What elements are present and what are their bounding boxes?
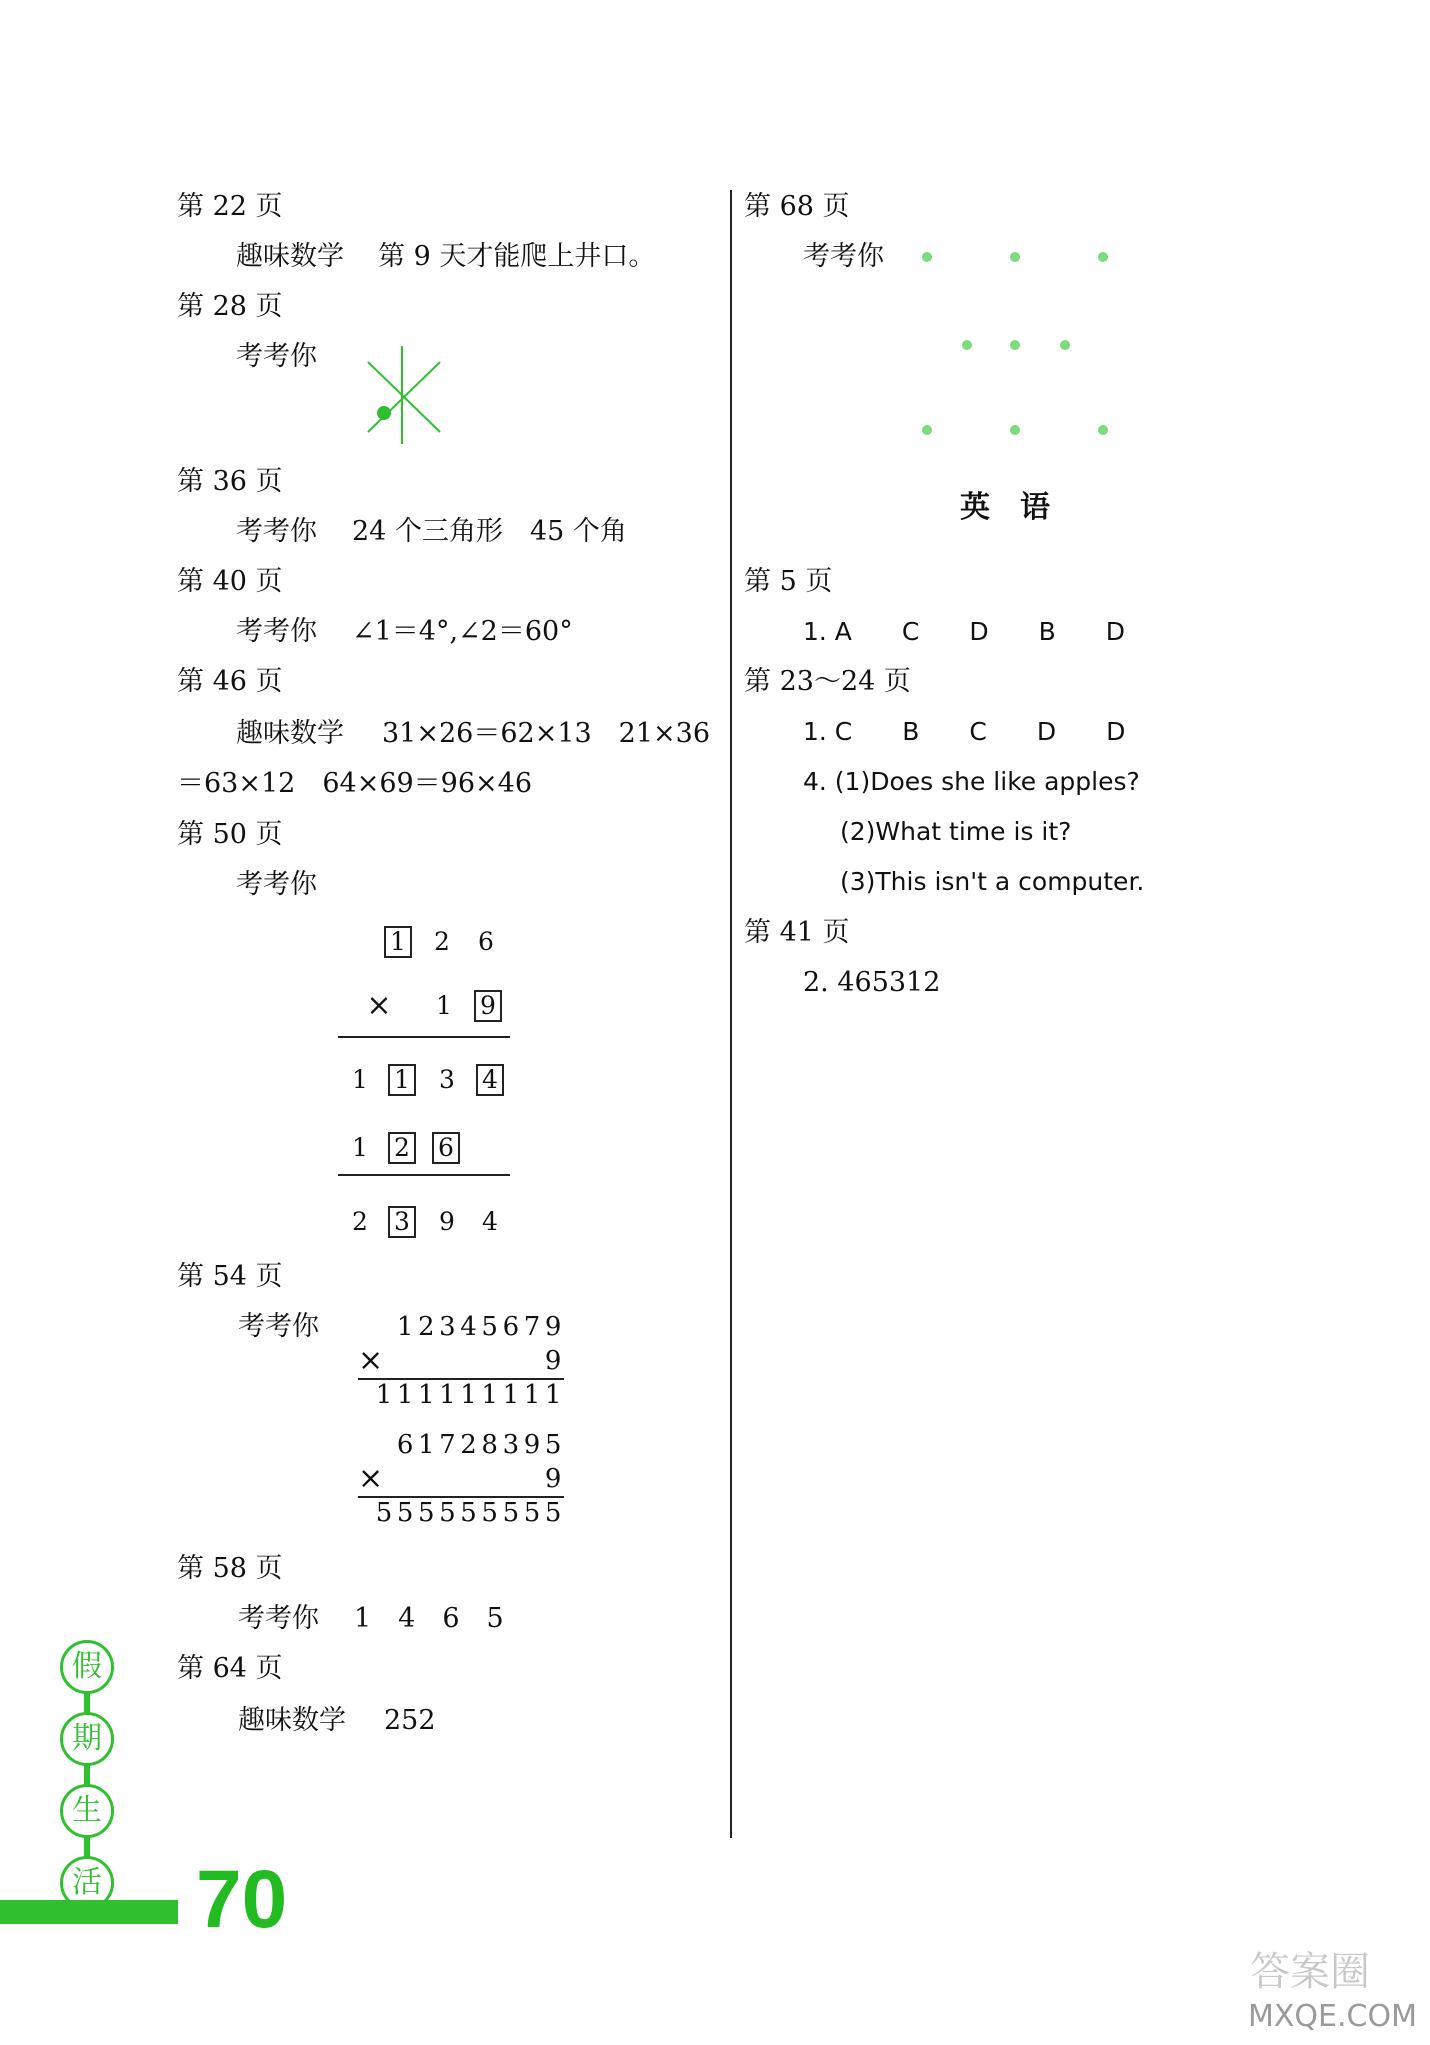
- page-number: 70: [196, 1854, 288, 1945]
- answer-p46-line2: ＝63×12 64×69＝96×46: [177, 768, 533, 799]
- heading-p58: 第 58 页: [177, 1553, 283, 1584]
- multiplicand: 61728395: [396, 1430, 566, 1460]
- label-p22: 趣味数学: [236, 241, 344, 272]
- digit: 4: [482, 1207, 498, 1236]
- product: 111111111: [375, 1380, 566, 1410]
- heading-p64: 第 64 页: [177, 1653, 283, 1684]
- digit: 1: [394, 1065, 410, 1094]
- answer-p22: 第 9 天才能爬上井口。: [378, 241, 656, 272]
- column-divider: [730, 190, 732, 1838]
- heading-p40: 第 40 页: [177, 566, 283, 597]
- green-dot: [1060, 340, 1070, 350]
- vertical-title-char: 期: [60, 1712, 114, 1766]
- label-p50: 考考你: [236, 869, 317, 900]
- digit: 2: [394, 1133, 410, 1162]
- digit: 1: [352, 1133, 368, 1162]
- green-dot: [922, 252, 932, 262]
- footer-green-bar: [0, 1900, 178, 1924]
- answer-p23-line2: 4. (1)Does she like apples?: [803, 767, 1140, 796]
- answer-p23-line4: (3)This isn't a computer.: [840, 867, 1145, 896]
- answer-p40: ∠1＝4°,∠2＝60°: [352, 616, 573, 647]
- label-p28: 考考你: [236, 341, 317, 372]
- green-dot: [1010, 425, 1020, 435]
- green-dot: [962, 340, 972, 350]
- answer-p36: 24 个三角形 45 个角: [352, 516, 627, 547]
- vertical-title-char: 生: [60, 1784, 114, 1838]
- digit: 4: [482, 1065, 498, 1094]
- label-p40: 考考你: [236, 616, 317, 647]
- digit: 9: [439, 1207, 455, 1236]
- watermark-url: MXQE.COM: [1248, 1999, 1417, 2034]
- times-sign: ×: [358, 1461, 384, 1496]
- heading-p5: 第 5 页: [744, 566, 833, 597]
- green-dot: [1010, 252, 1020, 262]
- times-sign: ×: [366, 988, 392, 1023]
- multiplier: 9: [544, 1346, 566, 1376]
- digit: 2: [434, 927, 450, 956]
- answer-p64: 252: [384, 1705, 436, 1736]
- label-p58: 考考你: [238, 1603, 319, 1634]
- green-dot: [1098, 425, 1108, 435]
- digit: 9: [480, 991, 496, 1020]
- vertical-title-char: 假: [60, 1640, 114, 1694]
- heading-p50: 第 50 页: [177, 819, 283, 850]
- answer-p5: 1. A C D B D: [803, 617, 1126, 646]
- rule-line: [338, 1174, 510, 1176]
- rule-line: [338, 1036, 510, 1038]
- heading-p46: 第 46 页: [177, 666, 283, 697]
- heading-p23: 第 23～24 页: [744, 666, 911, 697]
- digit: 6: [478, 927, 494, 956]
- label-p46: 趣味数学: [236, 718, 344, 749]
- section-title-english: 英 语: [960, 490, 1050, 525]
- heading-p68: 第 68 页: [744, 191, 850, 222]
- digit: 1: [390, 927, 406, 956]
- heading-p36: 第 36 页: [177, 466, 283, 497]
- answer-p23-line1: 1. C B C D D: [803, 717, 1126, 746]
- times-sign: ×: [358, 1343, 384, 1378]
- green-dot: [1010, 340, 1020, 350]
- multiplicand: 12345679: [396, 1312, 566, 1342]
- heading-p41: 第 41 页: [744, 917, 850, 948]
- heading-p22: 第 22 页: [177, 191, 283, 222]
- product: 555555555: [375, 1498, 566, 1528]
- label-p68: 考考你: [803, 241, 884, 272]
- heading-p28: 第 28 页: [177, 291, 283, 322]
- star-lines-figure: [360, 340, 450, 450]
- digit: 6: [438, 1133, 454, 1162]
- label-p54: 考考你: [238, 1311, 319, 1342]
- digit: 2: [352, 1207, 368, 1236]
- answer-p46-line1: 31×26＝62×13 21×36: [382, 718, 711, 749]
- answer-p58: 1 4 6 5: [354, 1603, 504, 1634]
- vertical-title-char: 活: [60, 1856, 114, 1910]
- green-dot: [922, 425, 932, 435]
- label-p36: 考考你: [236, 516, 317, 547]
- heading-p54: 第 54 页: [177, 1261, 283, 1292]
- digit: 1: [436, 991, 452, 1020]
- green-dot: [1098, 252, 1108, 262]
- digit: 3: [394, 1207, 410, 1236]
- answer-p41: 2. 465312: [803, 967, 941, 998]
- answer-p23-line3: (2)What time is it?: [840, 817, 1072, 846]
- label-p64: 趣味数学: [238, 1705, 346, 1736]
- multiplier: 9: [544, 1464, 566, 1494]
- watermark-logo: 答案圈: [1250, 1949, 1370, 1995]
- digit: 1: [352, 1065, 368, 1094]
- digit: 3: [439, 1065, 455, 1094]
